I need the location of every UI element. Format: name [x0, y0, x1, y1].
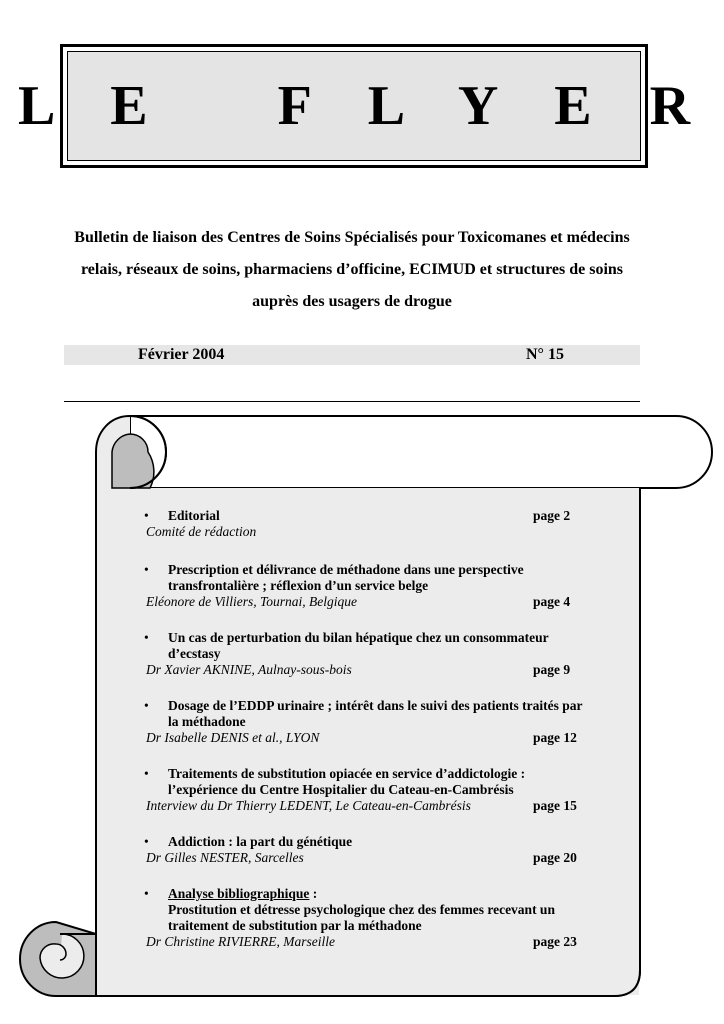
bullet-icon: • — [144, 766, 149, 781]
toc-title: Addiction : la part du génétique — [168, 834, 353, 849]
toc-page: page 4 — [533, 594, 571, 609]
toc-author: Eléonore de Villiers, Tournai, Belgique — [146, 594, 357, 609]
bullet-icon: • — [144, 562, 149, 577]
bullet-icon: • — [144, 834, 149, 849]
bullet-icon: • — [144, 698, 149, 713]
toc-author: Dr Gilles NESTER, Sarcelles — [146, 850, 304, 865]
toc-title: Prostitution et détresse psychologique chez des femmes recevant un traitement de substitution par la méthadone — [168, 902, 555, 933]
toc-entry — [146, 630, 586, 678]
toc-page: page 9 — [533, 662, 571, 677]
toc-page: page 12 — [533, 730, 577, 745]
toc-entry — [146, 886, 586, 950]
toc-title: Un cas de perturbation du bilan hépatique chez un consommateur d’ecstasy — [168, 630, 549, 661]
toc-page: page 2 — [533, 508, 571, 523]
toc-author: Comité de rédaction — [146, 524, 257, 539]
toc-page: page 23 — [533, 934, 577, 949]
masthead-title: L E F L Y E R — [17, 75, 713, 137]
toc-author: Dr Xavier AKNINE, Aulnay-sous-bois — [146, 662, 352, 677]
toc-entry — [146, 834, 586, 866]
toc-entry — [146, 508, 586, 540]
toc-page: page 20 — [533, 850, 577, 865]
toc-title: Prescription et délivrance de méthadone dans une perspective transfrontalière ; réflexion d’un service belge — [168, 562, 524, 593]
toc-author: Dr Christine RIVIERRE, Marseille — [146, 934, 335, 949]
toc-entry — [146, 766, 586, 814]
toc-author: Dr Isabelle DENIS et al., LYON — [146, 730, 320, 745]
toc-section-label: Analyse bibliographique — [168, 886, 310, 901]
toc-title: Dosage de l’EDDP urinaire ; intérêt dans le suivi des patients traités par la méthadone — [168, 698, 583, 729]
toc-entry — [146, 562, 586, 610]
toc-page: page 15 — [533, 798, 577, 813]
toc-title: Traitements de substitution opiacée en service d’addictologie : l’expérience du Centre Hospitalier du Cateau-en-Cambrésis — [168, 766, 526, 797]
toc-author: Interview du Dr Thierry LEDENT, Le Cateau-en-Cambrésis — [146, 798, 471, 813]
toc-title: Editorial — [168, 508, 220, 523]
bullet-icon: • — [144, 508, 149, 523]
issue-number: N° 15 — [526, 346, 564, 363]
toc-entry — [146, 698, 586, 746]
bullet-icon: • — [144, 630, 149, 645]
bulletin-subtitle: Bulletin de liaison des Centres de Soins Spécialisés pour Toxicomanes et médecins relais, réseaux de soins, pharmaciens d’officine, ECIMUD et structures de soins auprès des usagers de drogue — [74, 229, 630, 310]
toc-section-colon: : — [309, 886, 318, 901]
bullet-icon: • — [144, 886, 149, 901]
issue-date: Février 2004 — [138, 346, 225, 363]
